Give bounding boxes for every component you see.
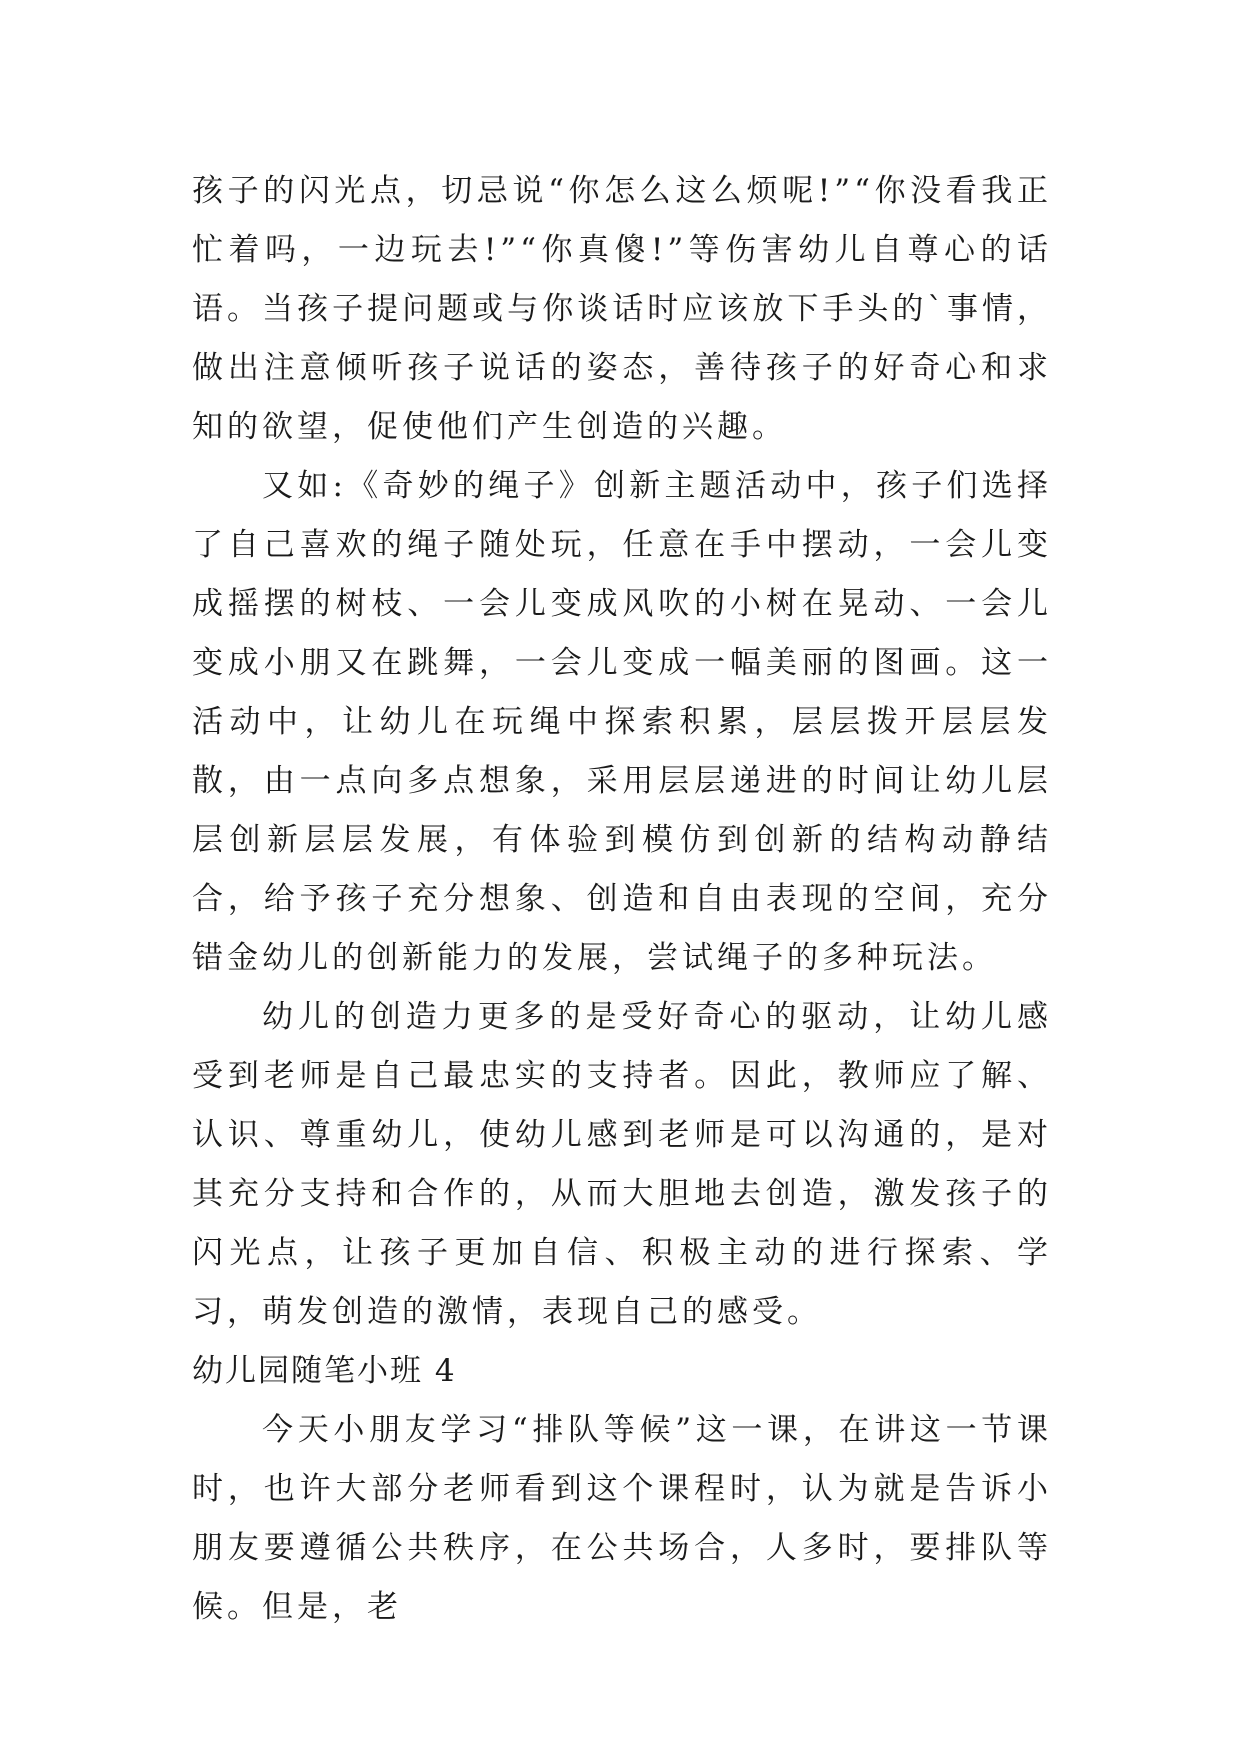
section-heading: 幼儿园随笔小班 4 xyxy=(192,1353,457,1389)
document-body xyxy=(192,162,1052,1637)
paragraph-3: 幼儿的创造力更多的是受好奇心的驱动，让幼儿感受到老师是自己最忠实的支持者。因此，教师应了解、认识、尊重幼儿，使幼儿感到老师是可以沟通的，是对其充分支持和合作的，从而大胆地去创造，激发孩子的闪光点，让孩子更加自信、积极主动的进行探索、学习，萌发创造的激情，表现自己的感受。 xyxy=(192,999,1052,1330)
paragraph-4: 今天小朋友学习“排队等候”这一课，在讲这一节课时，也许大部分老师看到这个课程时，认为就是告诉小朋友要遵循公共秩序，在公共场合，人多时，要排队等候。但是，老 xyxy=(192,1412,1052,1625)
paragraph-1: 孩子的闪光点，切忌说“你怎么这么烦呢!”“你没看我正忙着吗，一边玩去!”“你真傻!”等伤害幼儿自尊心的话语。当孩子提问题或与你谈话时应该放下手头的`事情，做出注意倾听孩子说话的姿态，善待孩子的好奇心和求知的欲望，促使他们产生创造的兴趣。 xyxy=(192,173,1052,445)
paragraph-2: 又如:《奇妙的绳子》创新主题活动中，孩子们选择了自己喜欢的绳子随处玩，任意在手中摆动，一会儿变成摇摆的树枝、一会儿变成风吹的小树在晃动、一会儿变成小朋又在跳舞，一会儿变成一幅美丽的图画。这一活动中，让幼儿在玩绳中探索积累，层层拨开层层发散，由一点向多点想象，采用层层递进的时间让幼儿层层创新层层发展，有体验到模仿到创新的结构动静结合，给予孩子充分想象、创造和自由表现的空间，充分错金幼儿的创新能力的发展，尝试绳子的多种玩法。 xyxy=(192,468,1052,976)
